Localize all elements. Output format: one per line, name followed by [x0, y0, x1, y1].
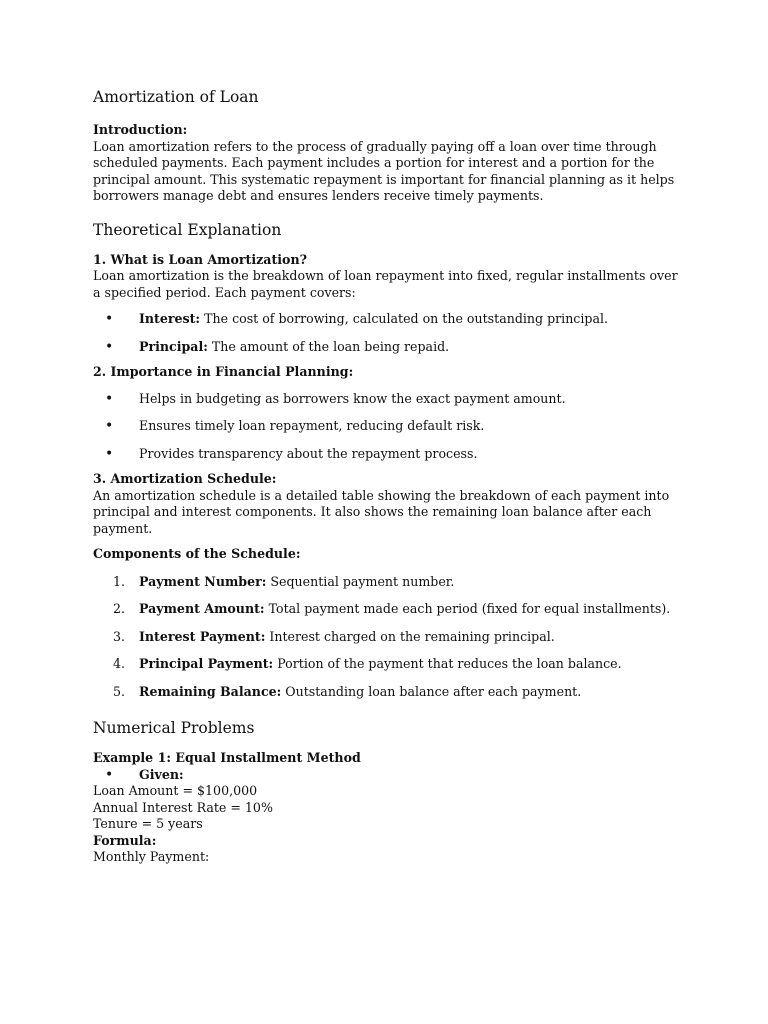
formula-label: Formula: [93, 832, 157, 848]
given-line: Loan Amount = $100,000 [93, 783, 258, 798]
list-item: • Ensures timely loan repayment, reducing default risk. [93, 418, 683, 435]
list-number: 4. [113, 656, 126, 671]
list-item: • Provides transparency about the repayment process. [93, 446, 683, 463]
list-item-term: Interest: [139, 311, 201, 326]
given-list [93, 767, 683, 784]
list-item-text: Sequential payment number. [266, 573, 455, 589]
intro-paragraph: Loan amortization refers to the process of gradually paying off a loan over time through scheduled payments. Each payment includes a portion for interest and a portion for the principal amount. This systematic repayment is important for financial planning as it helps borrowers manage debt and ensures lenders receive timely payments. [93, 138, 675, 203]
list-item-text: Outstanding loan balance after each payment. [281, 683, 582, 699]
list-item [93, 656, 683, 673]
list-item-text: Portion of the payment that reduces the loan balance. [273, 656, 622, 671]
list-item-text: Total payment made each period (fixed for equal installments). [264, 601, 671, 616]
list-item [93, 339, 683, 356]
numerical-heading: Numerical Problems [93, 719, 255, 737]
list-item: • Helps in budgeting as borrowers know the exact payment amount. [93, 391, 683, 408]
list-item [93, 767, 683, 784]
list-item-term: Remaining Balance: [139, 683, 282, 699]
list-item-term: Payment Amount: [139, 601, 265, 616]
list-item-text: The amount of the loan being repaid. [207, 338, 450, 354]
list-number: 3. [113, 628, 126, 644]
components-heading: Components of the Schedule: [93, 546, 301, 561]
list-item-text: Interest charged on the remaining principal. [265, 628, 555, 644]
list-number: 1. [113, 573, 126, 589]
list-item-term: Principal: [139, 338, 208, 354]
list-item-text: The cost of borrowing, calculated on the outstanding principal. [200, 311, 608, 326]
document-content [93, 86, 683, 866]
list-item-term: Interest Payment: [139, 628, 266, 644]
list-item-term: Principal Payment: [139, 656, 274, 671]
document-title: Amortization of Loan [93, 88, 259, 106]
theory-heading: Theoretical Explanation [93, 220, 282, 239]
q3-paragraph: An amortization schedule is a detailed table showing the breakdown of each payment into principal and interest components. It also shows the remaining loan balance after each payment. [93, 487, 670, 536]
list-number: 5. [113, 683, 126, 699]
list-item [93, 601, 683, 618]
list-item [93, 629, 683, 646]
list-item [93, 574, 683, 591]
given-label: Given: [139, 766, 184, 782]
given-line: Annual Interest Rate = 10% [93, 799, 273, 815]
example1-heading: Example 1: Equal Installment Method [93, 750, 361, 765]
q3-heading: 3. Amortization Schedule: [93, 471, 277, 486]
components-list [93, 574, 683, 701]
list-item [93, 684, 683, 701]
list-item [93, 311, 683, 328]
q2-list [93, 391, 683, 463]
list-number: 2. [113, 601, 126, 616]
intro-heading: Introduction: [93, 122, 188, 137]
q1-heading: 1. What is Loan Amortization? [93, 251, 307, 267]
given-line: Tenure = 5 years [93, 816, 203, 831]
formula-text: Monthly Payment: [93, 849, 210, 864]
q1-paragraph: Loan amortization is the breakdown of loan repayment into fixed, regular installments over a specified period. Each payment covers: [93, 268, 678, 300]
q2-heading: 2. Importance in Financial Planning: [93, 364, 354, 379]
list-item-term: Payment Number: [139, 573, 267, 589]
q1-list [93, 311, 683, 355]
